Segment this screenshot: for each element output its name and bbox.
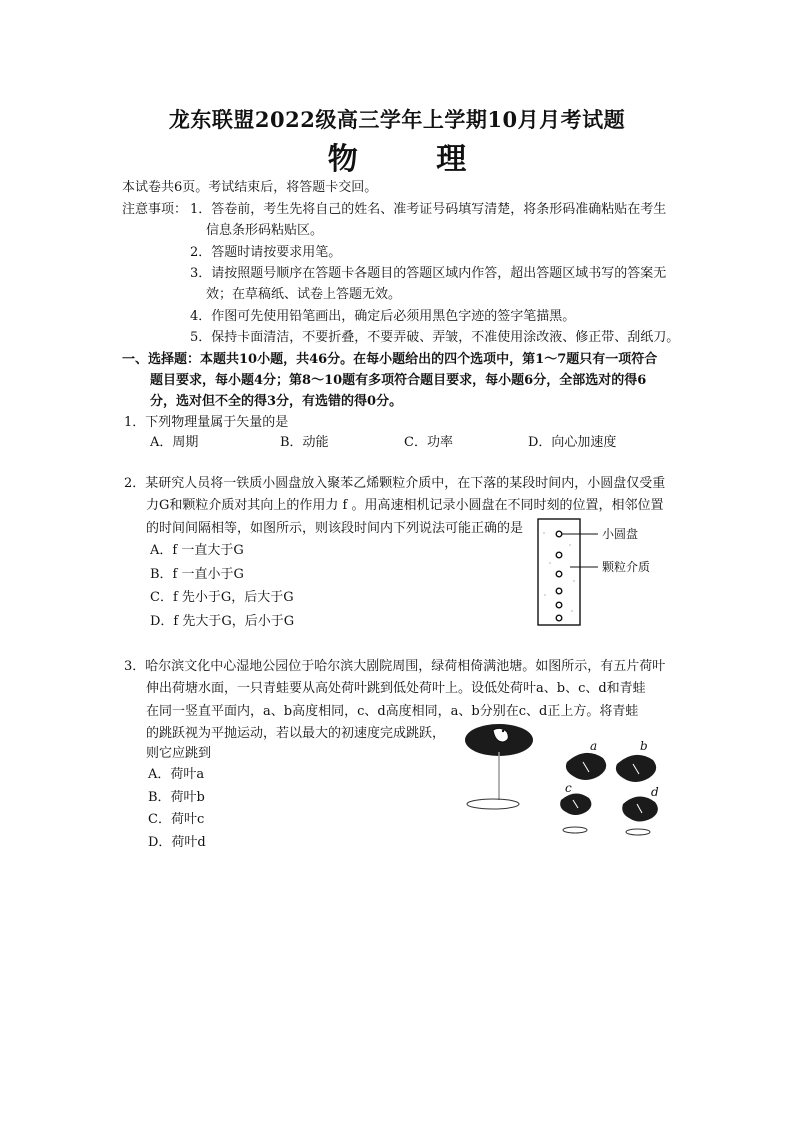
- leaf-label-b: b: [640, 739, 648, 753]
- disc-label: 小圆盘: [602, 527, 639, 541]
- q2-figure: [530, 515, 670, 629]
- q3-option-c: C．荷叶c: [148, 812, 205, 827]
- q1-option-b: B．动能: [280, 435, 329, 450]
- q2-option-a: A．f 一直大于G: [150, 543, 244, 558]
- water-ripple: [563, 827, 587, 833]
- q2-option-b: B．f 一直小于G: [150, 567, 244, 582]
- subject-title: 物 理: [327, 142, 501, 177]
- disc-position: [556, 588, 562, 594]
- note-item: 1．答卷前，考生先将自己的姓名、准考证号码填写清楚，将条形码准确粘贴在考生: [190, 202, 667, 217]
- disc-position: [556, 552, 562, 558]
- section-heading: 一、选择题：本题共10小题，共46分。在每小题给出的四个选项中，第1～7题只有一项符合: [122, 352, 658, 367]
- leaf-label-c: c: [565, 781, 572, 795]
- water-ripple: [626, 829, 650, 835]
- water-ripple: [467, 799, 519, 809]
- disc-position: [556, 531, 562, 537]
- note-item: 5．保持卡面清洁，不要折叠，不要弄破、弄皱，不准使用涂改液、修正带、刮纸刀。: [190, 330, 680, 345]
- q3-option-b: B．荷叶b: [148, 790, 205, 805]
- notes-label: 注意事项：: [122, 202, 188, 217]
- exam-intro: 本试卷共6页。考试结束后，将答题卡交回。: [122, 180, 378, 195]
- q1-option-c: C．功率: [404, 435, 453, 450]
- disc-position: [556, 602, 562, 608]
- q3-stem-line: 3．哈尔滨文化中心湿地公园位于哈尔滨大剧院周围，绿荷相倚满池塘。如图所示，有五片荷叶: [124, 659, 666, 674]
- q3-option-a: A．荷叶a: [148, 767, 205, 782]
- medium-label: 颗粒介质: [602, 560, 651, 574]
- q3-stem-line: 则它应跳到: [146, 746, 212, 761]
- leaf-label-a: a: [590, 739, 598, 753]
- exam-title: 龙东联盟2022级高三学年上学期10月月考试题: [168, 107, 626, 132]
- section-heading: 分，选对但不全的得3分，有选错的得0分。: [150, 394, 403, 409]
- disc-position: [556, 615, 562, 621]
- leaf-label-d: d: [651, 785, 659, 799]
- q3-figure: [455, 712, 695, 842]
- lotus-leaf-a: [566, 739, 606, 780]
- q2-stem-line: 的时间间隔相等，如图所示，则该段时间内下列说法可能正确的是: [146, 521, 524, 536]
- q2-option-d: D．f 先大于G，后小于G: [150, 614, 295, 629]
- q3-stem-line: 在同一竖直平面内，a、b高度相同，c、d高度相同，a、b分别在c、d正上方。将青蛙: [146, 704, 639, 719]
- note-item: 信息条形码粘贴区。: [206, 223, 324, 238]
- q2-stem-line: 2．某研究人员将一铁质小圆盘放入聚苯乙烯颗粒介质中，在下落的某段时间内，小圆盘仅受重: [124, 476, 666, 491]
- note-item: 效；在草稿纸、试卷上答题无效。: [206, 287, 402, 302]
- q2-stem-line: 力G和颗粒介质对其向上的作用力 f 。用高速相机记录小圆盘在不同时刻的位置，相邻位置: [146, 498, 664, 513]
- note-item: 2．答题时请按要求用笔。: [190, 245, 342, 260]
- q1-stem: 1．下列物理量属于矢量的是: [124, 415, 289, 430]
- q3-stem-line: 的跳跃视为平抛运动，若以最大的初速度完成跳跃，: [146, 726, 446, 741]
- lotus-leaf-d: [622, 785, 659, 835]
- q3-stem-line: 伸出荷塘水面，一只青蛙要从高处荷叶跳到低处荷叶上。设低处荷叶a、b、c、d和青蛙: [146, 681, 646, 696]
- disc-position: [556, 571, 562, 577]
- section-heading: 题目要求，每小题4分；第8～10题有多项符合题目要求，每小题6分，全部选对的得6: [150, 373, 647, 388]
- lotus-leaf-c: [560, 781, 591, 833]
- high-lotus-leaf: [465, 724, 533, 809]
- note-item: 3．请按照题号顺序在答题卡各题目的答题区域内作答，超出答题区域书写的答案无: [190, 266, 667, 281]
- q2-option-c: C．f 先小于G，后大于G: [150, 590, 294, 605]
- lotus-leaf-b: [616, 739, 656, 782]
- q1-option-a: A．周期: [150, 435, 199, 450]
- note-item: 4．作图可先使用铅笔画出，确定后必须用黑色字迹的签字笔描黑。: [190, 309, 576, 324]
- q1-option-d: D．向心加速度: [528, 435, 617, 450]
- q3-option-d: D．荷叶d: [148, 835, 206, 850]
